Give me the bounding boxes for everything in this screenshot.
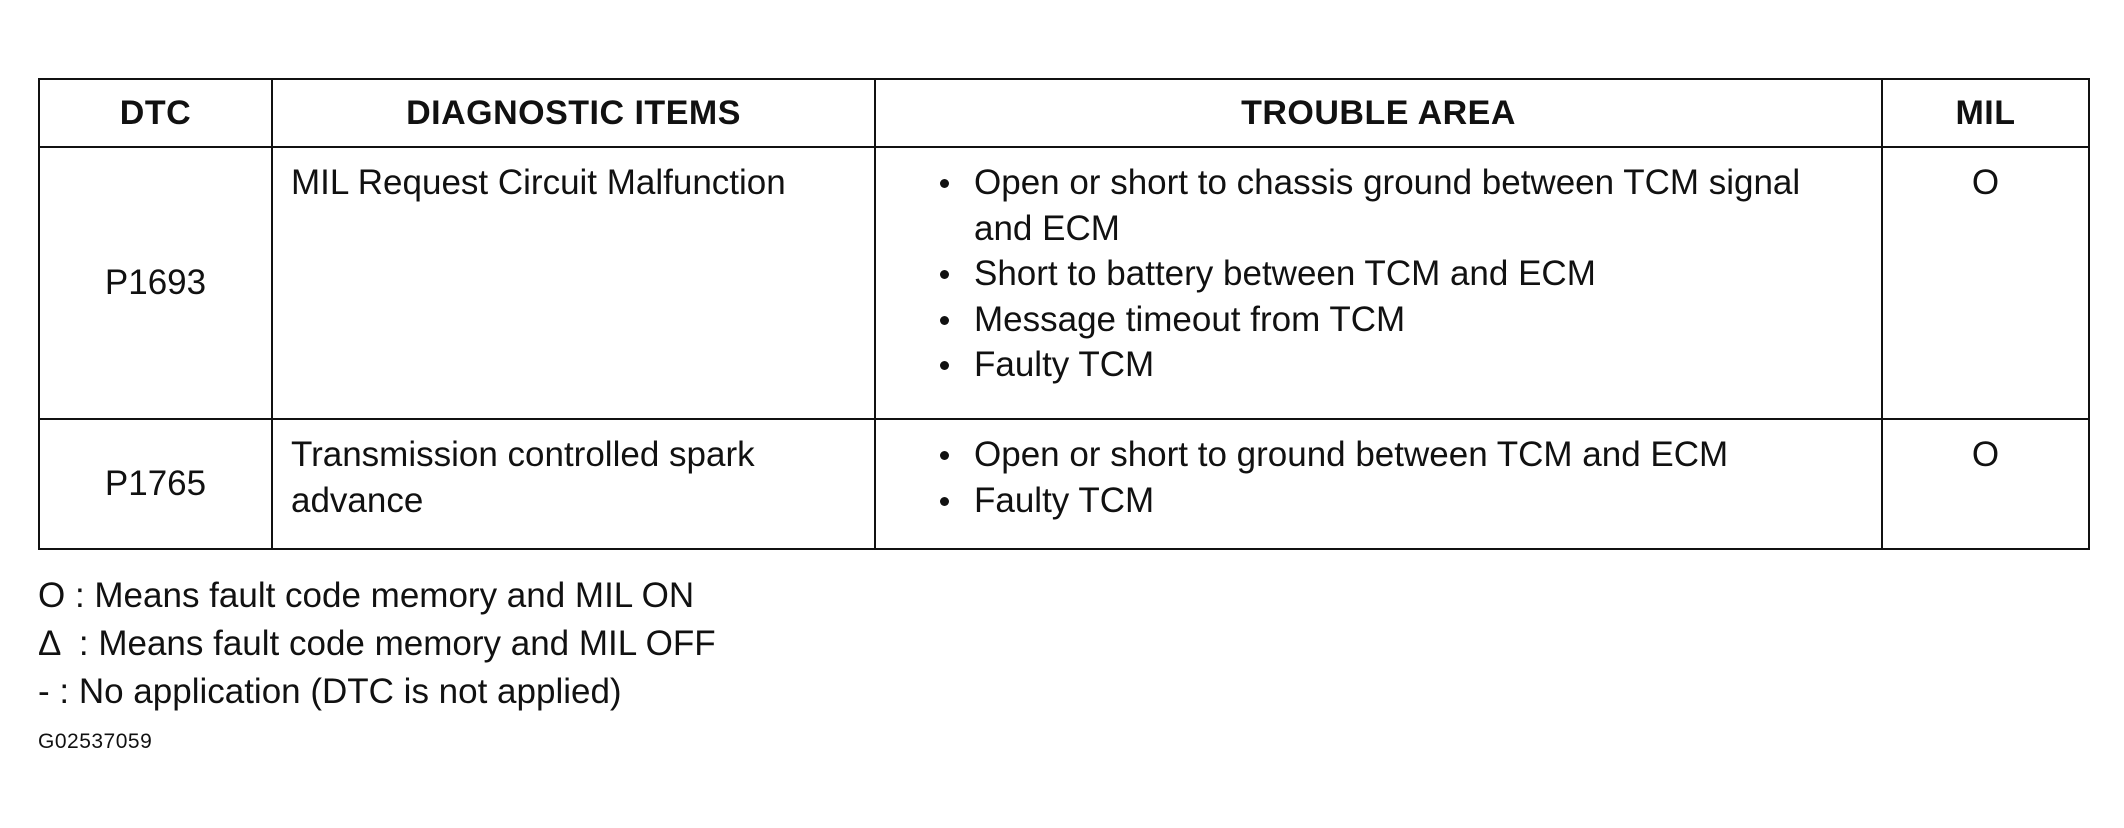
header-diagnostic-items: DIAGNOSTIC ITEMS: [272, 79, 875, 147]
trouble-area-text: Faulty TCM: [974, 480, 1155, 520]
trouble-area-list: [936, 432, 1863, 523]
header-mil: MIL: [1882, 79, 2089, 147]
figure-id: G02537059: [38, 730, 153, 753]
table-row: [39, 419, 2089, 549]
bullet-icon: [940, 270, 949, 279]
legend-not-applied: - : No application (DTC is not applied): [38, 672, 622, 711]
trouble-area-text: Short to battery between TCM and ECM: [974, 254, 1596, 293]
list-item: [936, 432, 1863, 478]
trouble-area-text: Open or short to chassis ground between TCM signal and ECM: [974, 163, 1801, 248]
header-dtc: DTC: [39, 79, 272, 147]
list-item: [936, 160, 1863, 251]
trouble-area-text: Message timeout from TCM: [974, 299, 1406, 339]
dtc-code: P1693: [39, 147, 272, 419]
list-item: [936, 342, 1863, 388]
bullet-icon: [940, 179, 949, 188]
table-row: [39, 147, 2089, 419]
bullet-icon: [940, 497, 949, 506]
mil-status: O: [1882, 147, 2089, 419]
bullet-icon: [940, 451, 949, 460]
list-item: [936, 251, 1863, 297]
bullet-icon: [940, 361, 949, 370]
trouble-area-text: Open or short to ground between TCM and ECM: [974, 435, 1729, 474]
trouble-area-text: Faulty TCM: [974, 345, 1155, 384]
trouble-area-list: [936, 160, 1863, 388]
diagnostic-item: MIL Request Circuit Malfunction: [272, 147, 875, 419]
list-item: [936, 478, 1863, 524]
trouble-area-cell: [875, 147, 1882, 419]
legend-off: Δ : Means fault code memory and MIL OFF: [38, 624, 716, 663]
trouble-area-cell: [875, 419, 1882, 549]
legend-on: O : Means fault code memory and MIL ON: [38, 576, 695, 615]
header-trouble-area: TROUBLE AREA: [875, 79, 1882, 147]
list-item: [936, 297, 1863, 343]
diagnostic-item: Transmission controlled spark advance: [272, 419, 875, 549]
legend: [38, 572, 716, 716]
bullet-icon: [940, 316, 949, 325]
mil-status: O: [1882, 419, 2089, 549]
dtc-table: [38, 78, 2090, 550]
table-header-row: [39, 79, 2089, 147]
dtc-code: P1765: [39, 419, 272, 549]
